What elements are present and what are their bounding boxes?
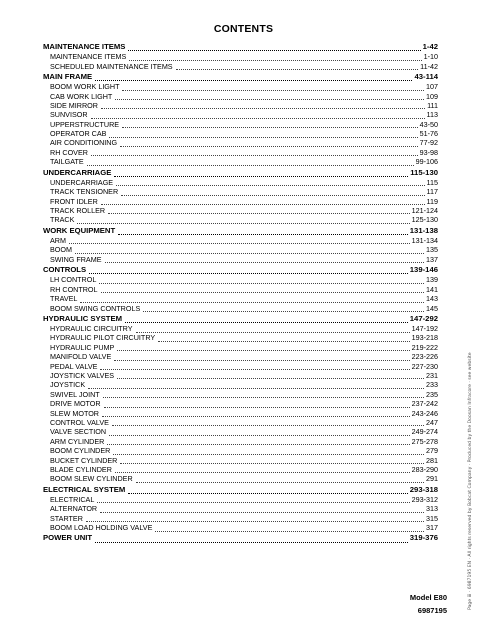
toc-entry-pages: 115	[426, 177, 438, 187]
section-heading[interactable]	[43, 534, 438, 544]
toc-entry-pages: 111	[427, 100, 438, 110]
section-heading-pages: 293-318	[409, 484, 438, 494]
section-heading[interactable]	[43, 226, 438, 236]
toc-entry-label: OPERATOR CAB	[50, 129, 107, 139]
toc-entry-pages: 119	[426, 196, 438, 206]
dot-leader	[136, 326, 410, 333]
dot-leader	[103, 391, 424, 398]
dot-leader	[109, 131, 417, 138]
dot-leader	[114, 170, 408, 177]
toc-entry-label: SWING FRAME	[50, 254, 102, 264]
toc-entry-pages: 317	[426, 523, 438, 533]
toc-entry-pages: 1-10	[423, 52, 438, 62]
toc-entry[interactable]	[43, 343, 438, 352]
toc-entry-label: JOYSTICK VALVES	[50, 371, 115, 381]
toc-entry[interactable]	[43, 215, 438, 224]
section-heading[interactable]	[43, 42, 438, 52]
toc-entry-label: TRAVEL	[50, 294, 78, 304]
toc-entry-label: SLEW MOTOR	[50, 408, 99, 418]
dot-leader	[128, 487, 407, 494]
toc-entry[interactable]	[43, 101, 438, 110]
toc-entry[interactable]	[43, 92, 438, 101]
section-heading[interactable]	[43, 265, 438, 275]
section-heading[interactable]	[43, 72, 438, 82]
toc-entry-pages: 139	[426, 275, 438, 285]
toc-entry[interactable]	[43, 465, 438, 474]
toc-entry-pages: 51-76	[419, 129, 438, 139]
toc-entry[interactable]	[43, 390, 438, 399]
toc-entry[interactable]	[43, 52, 438, 61]
toc-entry-label: SUNVISOR	[50, 110, 88, 120]
dot-leader	[95, 536, 408, 543]
dot-leader	[176, 63, 419, 70]
dot-leader	[75, 247, 424, 254]
toc-entry[interactable]	[43, 157, 438, 166]
toc-entry-label: HYDRAULIC PILOT CIRCUITRY	[50, 333, 156, 343]
toc-entry-pages: 131-134	[411, 235, 438, 245]
dot-leader	[105, 256, 424, 263]
table-of-contents	[43, 42, 438, 544]
toc-section	[43, 42, 438, 71]
toc-entry-pages: 237-242	[411, 399, 438, 409]
section-heading-pages: 139-146	[409, 265, 438, 275]
toc-entry[interactable]	[43, 474, 438, 483]
toc-entry[interactable]	[43, 427, 438, 436]
section-heading-pages: 43-114	[414, 71, 438, 81]
dot-leader	[100, 506, 424, 513]
toc-entry-pages: 219-222	[411, 342, 438, 352]
dot-leader	[125, 316, 408, 323]
section-heading-label: MAIN FRAME	[43, 71, 93, 81]
toc-entry-label: HYDRAULIC PUMP	[50, 342, 115, 352]
section-heading-label: CONTROLS	[43, 265, 87, 275]
toc-entry-pages: 43-50	[419, 119, 438, 129]
dot-leader	[87, 159, 414, 166]
toc-entry-pages: 109	[426, 91, 438, 101]
toc-entry-pages: 99-106	[415, 157, 438, 167]
section-heading-label: UNDERCARRIAGE	[43, 167, 112, 177]
toc-entry-pages: 293-312	[411, 494, 438, 504]
toc-entry[interactable]	[43, 324, 438, 333]
dot-leader	[91, 149, 418, 156]
section-heading[interactable]	[43, 168, 438, 178]
section-heading-pages: 319-376	[409, 533, 438, 543]
toc-entry-label: TAILGATE	[50, 157, 84, 167]
dot-leader	[104, 401, 410, 408]
dot-leader	[113, 448, 424, 455]
toc-entry-label: FRONT IDLER	[50, 196, 98, 206]
dot-leader	[117, 344, 409, 351]
toc-entry[interactable]	[43, 197, 438, 206]
toc-entry[interactable]	[43, 139, 438, 148]
dot-leader	[109, 429, 410, 436]
toc-entry-pages: 11-42	[420, 61, 438, 71]
toc-entry-label: BOOM SLEW CYLINDER	[50, 474, 133, 484]
section-heading[interactable]	[43, 485, 438, 495]
dot-leader	[89, 267, 408, 274]
page-title: CONTENTS	[213, 23, 274, 35]
dot-leader	[114, 354, 409, 361]
toc-entry[interactable]	[43, 304, 438, 313]
toc-entry-label: BUCKET CYLINDER	[50, 455, 118, 465]
dot-leader	[136, 476, 424, 483]
part-number: 6987195	[417, 605, 447, 615]
toc-entry-pages: 249-274	[411, 427, 438, 437]
toc-entry-label: SWIVEL JOINT	[50, 389, 100, 399]
toc-entry[interactable]	[43, 178, 438, 187]
toc-entry-pages: 233	[426, 380, 438, 390]
toc-entry-label: RH CONTROL	[50, 284, 98, 294]
section-heading-label: HYDRAULIC SYSTEM	[43, 313, 123, 323]
section-heading-label: POWER UNIT	[43, 533, 93, 543]
toc-entry-pages: 247	[426, 418, 438, 427]
toc-entry-pages: 279	[426, 446, 438, 456]
model-block	[410, 592, 447, 617]
toc-entry[interactable]	[43, 206, 438, 215]
toc-entry-pages: 227-230	[411, 361, 438, 371]
toc-entry-label: SCHEDULED MAINTENANCE ITEMS	[50, 61, 173, 71]
toc-entry-pages: 143	[426, 294, 438, 304]
toc-entry-label: ARM	[50, 235, 66, 245]
toc-entry[interactable]	[43, 456, 438, 465]
dot-leader	[88, 382, 424, 389]
toc-entry-pages: 137	[426, 254, 438, 264]
toc-entry[interactable]	[43, 418, 438, 427]
toc-entry-pages: 193-218	[411, 333, 438, 343]
dot-leader	[101, 286, 424, 293]
toc-entry-label: UPPERSTRUCTURE	[50, 119, 120, 129]
dot-leader	[101, 102, 425, 109]
toc-entry[interactable]	[43, 504, 438, 513]
section-heading[interactable]	[43, 314, 438, 324]
toc-entry[interactable]	[43, 236, 438, 245]
dot-leader	[101, 198, 425, 205]
toc-entry-pages: 291	[426, 474, 438, 484]
toc-entry[interactable]	[43, 82, 438, 91]
toc-entry-label: LH CONTROL	[50, 275, 97, 285]
section-heading-pages: 115-130	[410, 167, 438, 177]
dot-leader	[99, 277, 424, 284]
toc-entry-pages: 281	[426, 455, 438, 465]
toc-entry-pages: 77-92	[419, 138, 438, 148]
toc-entry-pages: 283-290	[411, 464, 438, 474]
dot-leader	[102, 410, 410, 417]
toc-entry[interactable]	[43, 352, 438, 361]
toc-entry-label: BLADE CYLINDER	[50, 464, 112, 474]
dot-leader	[129, 54, 421, 61]
dot-leader	[115, 93, 424, 100]
toc-entry-pages: 125-130	[411, 215, 438, 225]
dot-leader	[155, 525, 424, 532]
toc-entry-pages: 147-192	[411, 324, 438, 334]
dot-leader	[122, 121, 418, 128]
toc-entry[interactable]	[43, 371, 438, 380]
dot-leader	[115, 466, 410, 473]
dot-leader	[158, 335, 409, 342]
toc-entry-pages: 141	[426, 284, 438, 294]
dot-leader	[120, 457, 424, 464]
toc-section	[43, 168, 438, 225]
toc-entry-label: MANIFOLD VALVE	[50, 352, 112, 362]
dot-leader	[91, 112, 425, 119]
toc-entry-label: AIR CONDITIONING	[50, 138, 118, 148]
toc-entry-label: BOOM LOAD HOLDING VALVE	[50, 523, 153, 533]
dot-leader	[100, 363, 409, 370]
dot-leader	[121, 189, 424, 196]
toc-entry-pages: 243-246	[411, 408, 438, 418]
toc-entry-label: VALVE SECTION	[50, 427, 107, 437]
toc-entry-pages: 107	[426, 82, 438, 92]
dot-leader	[116, 179, 424, 186]
toc-entry[interactable]	[43, 523, 438, 532]
model-name: Model E80	[409, 593, 447, 602]
dot-leader	[122, 84, 424, 91]
toc-entry[interactable]	[43, 399, 438, 408]
dot-leader	[128, 44, 420, 51]
toc-entry[interactable]	[43, 285, 438, 294]
dot-leader	[112, 419, 424, 426]
dot-leader	[77, 217, 409, 224]
toc-entry[interactable]	[43, 380, 438, 389]
toc-entry-pages: 235	[426, 389, 438, 399]
toc-entry-label: TRACK	[50, 215, 75, 225]
toc-entry-pages: 145	[426, 303, 438, 313]
section-heading-label: WORK EQUIPMENT	[43, 225, 116, 235]
toc-entry-label: MAINTENANCE ITEMS	[50, 52, 127, 62]
toc-entry-pages: 275-278	[411, 436, 438, 446]
toc-entry-label: STARTER	[50, 513, 83, 523]
dot-leader	[108, 207, 409, 214]
toc-section	[43, 314, 438, 484]
toc-entry[interactable]	[43, 275, 438, 284]
toc-entry-pages: 315	[426, 513, 438, 523]
toc-entry-pages: 223-226	[411, 352, 438, 362]
toc-section	[43, 485, 438, 533]
section-heading-pages: 1-42	[422, 41, 438, 51]
toc-entry[interactable]	[43, 245, 438, 254]
dot-leader	[69, 237, 410, 244]
toc-entry-label: JOYSTICK	[50, 380, 86, 390]
toc-entry-pages: 231	[426, 371, 438, 381]
toc-section	[43, 534, 438, 544]
toc-entry-pages: 121-124	[411, 206, 438, 216]
toc-entry-label: TRACK TENSIONER	[50, 187, 119, 197]
toc-entry-label: HYDRAULIC CIRCUITRY	[50, 324, 133, 334]
toc-entry[interactable]	[43, 148, 438, 157]
toc-entry[interactable]	[43, 446, 438, 455]
toc-entry[interactable]	[43, 120, 438, 129]
toc-entry-pages: 135	[426, 245, 438, 255]
dot-leader	[97, 496, 409, 503]
toc-entry-pages: 313	[426, 504, 438, 514]
toc-section	[43, 72, 438, 167]
toc-entry[interactable]	[43, 362, 438, 371]
toc-entry-label: ELECTRICAL	[50, 494, 95, 504]
toc-entry[interactable]	[43, 129, 438, 138]
toc-entry-label: TRACK ROLLER	[50, 206, 106, 216]
dot-leader	[95, 74, 412, 81]
section-heading-label: ELECTRICAL SYSTEM	[43, 484, 126, 494]
toc-entry[interactable]	[43, 334, 438, 343]
section-heading-pages: 131-138	[409, 225, 438, 235]
toc-entry[interactable]	[43, 187, 438, 196]
toc-entry-label: ARM CYLINDER	[50, 436, 105, 446]
dot-leader	[80, 296, 424, 303]
toc-entry[interactable]	[43, 62, 438, 71]
toc-entry-pages: 93-98	[419, 147, 438, 157]
toc-entry[interactable]	[43, 514, 438, 523]
toc-entry[interactable]	[43, 495, 438, 504]
dot-leader	[107, 438, 409, 445]
toc-entry-pages: 113	[426, 110, 438, 120]
toc-entry-pages: 117	[426, 187, 438, 197]
toc-entry-label: SIDE MIRROR	[50, 100, 98, 110]
toc-section	[43, 226, 438, 264]
toc-entry[interactable]	[43, 294, 438, 303]
toc-entry[interactable]	[43, 255, 438, 264]
toc-entry-label: CONTROL VALVE	[50, 418, 109, 427]
toc-section	[43, 265, 438, 313]
toc-entry-label: UNDERCARRIAGE	[50, 177, 114, 187]
side-note: Page iii · 6987195 EN · All rights reserved by Bobcat Company · Produced by the Doosan Infracore · see website	[468, 352, 473, 610]
toc-entry-label: BOOM SWING CONTROLS	[50, 303, 141, 313]
section-heading-label: MAINTENANCE ITEMS	[43, 41, 126, 51]
toc-entry-label: BOOM	[50, 245, 72, 255]
dot-leader	[118, 228, 408, 235]
toc-entry-label: RH COVER	[50, 147, 88, 157]
dot-leader	[143, 305, 424, 312]
section-heading-pages: 147-292	[409, 313, 438, 323]
dot-leader	[120, 140, 418, 147]
toc-entry-label: CAB WORK LIGHT	[50, 91, 113, 101]
dot-leader	[117, 372, 424, 379]
toc-entry-label: BOOM CYLINDER	[50, 446, 111, 456]
toc-entry-label: PEDAL VALVE	[50, 361, 98, 371]
toc-entry-label: BOOM WORK LIGHT	[50, 82, 120, 92]
toc-entry[interactable]	[43, 409, 438, 418]
toc-entry[interactable]	[43, 437, 438, 446]
dot-leader	[86, 515, 424, 522]
toc-entry-label: ALTERNATOR	[50, 504, 98, 514]
toc-entry-label: DRIVE MOTOR	[50, 399, 101, 409]
toc-entry[interactable]	[43, 110, 438, 119]
